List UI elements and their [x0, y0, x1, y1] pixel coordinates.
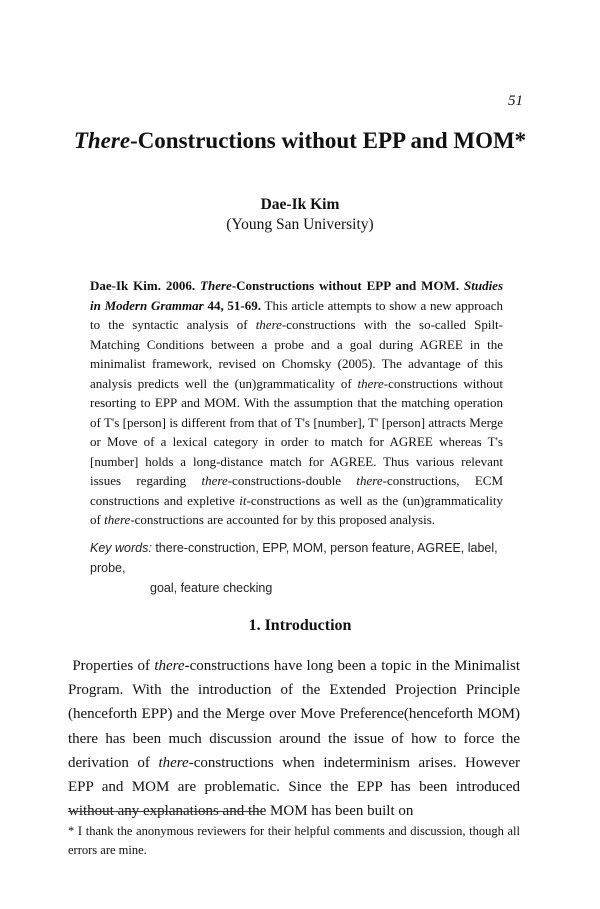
keywords	[90, 538, 510, 598]
abstract-italic: there	[201, 473, 228, 488]
title-rest: -Constructions without EPP and MOM*	[130, 128, 527, 153]
abstract-italic: there	[357, 375, 384, 391]
footnote: * I thank the anonymous reviewers for their helpful comments and discussion, though all errors are mine.	[68, 824, 520, 857]
keywords-line1: there-construction, EPP, MOM, person feature, AGREE, label, probe,	[90, 541, 498, 575]
abstract-text: -constructions, ECM constructions and expletive	[90, 473, 503, 508]
abstract-text: This article attempts to show a new approach to the syntactic analysis of	[90, 297, 503, 332]
paper-title	[0, 128, 600, 154]
body-text: -constructions have long been a topic in the Minimalist Program. With the introduction of the Extended Projection Principle (henceforth EPP) and the Merge over Move Preference(henceforth MOM) there has been much discussion around the issue of how to force the derivation of	[68, 658, 521, 771]
citation-volume: 44, 51-69.	[207, 297, 262, 313]
abstract-italic: there	[104, 512, 131, 527]
abstract-text: -constructions without resorting to EPP and MOM. With the assumption that the matching operation of T's [person] is different from that of T's [number], T' [person] attracts Merge or Move of a lexical category in order to match for AGREE whereas T's [number] holds a long-distance match for AGREE. Thus various relevant issues regarding	[90, 375, 503, 488]
citation-title-italic: There	[200, 278, 232, 293]
author-name: Dae-Ik Kim	[260, 196, 340, 213]
title-italic-part: There	[73, 128, 131, 153]
body-italic: there	[154, 658, 185, 674]
citation-author: Dae-Ik Kim. 2006.	[90, 278, 196, 293]
abstract-text: -constructions with the so-called Spilt-Matching Conditions between a probe and a goal during AGREE in the minimalist framework, revised on Chomsky (2005). The advantage of this analysis predicts well the (un)grammaticality of	[90, 317, 503, 391]
body-italic: there	[158, 754, 189, 771]
abstract	[90, 276, 503, 530]
abstract-text: -constructions are accounted for by this proposed analysis.	[130, 512, 436, 527]
body-text: -constructions when indeterminism arises. However EPP and MOM are problematic. Since the EPP has been introduced without any explanations and the MOM has been built on	[68, 754, 520, 820]
body-text: Properties of	[72, 658, 155, 674]
section-heading: 1. Introduction	[248, 617, 352, 634]
abstract-italic: there	[255, 317, 282, 332]
keywords-label: Key words:	[90, 541, 152, 555]
citation-journal: Studies in Modern Grammar	[90, 278, 504, 313]
body-paragraph	[68, 654, 520, 823]
page-number: 51	[508, 93, 523, 109]
keywords-line2: goal, feature checking	[150, 581, 273, 595]
footnote-divider	[68, 811, 263, 812]
citation-title: -Constructions without EPP and MOM.	[231, 278, 460, 293]
abstract-text: -constructions-double	[227, 473, 357, 488]
abstract-text: -constructions as well as the (un)grammaticality of	[90, 492, 503, 527]
abstract-italic: there	[356, 473, 383, 488]
abstract-italic: it	[239, 492, 247, 508]
author-affiliation: (Young San University)	[226, 216, 374, 233]
